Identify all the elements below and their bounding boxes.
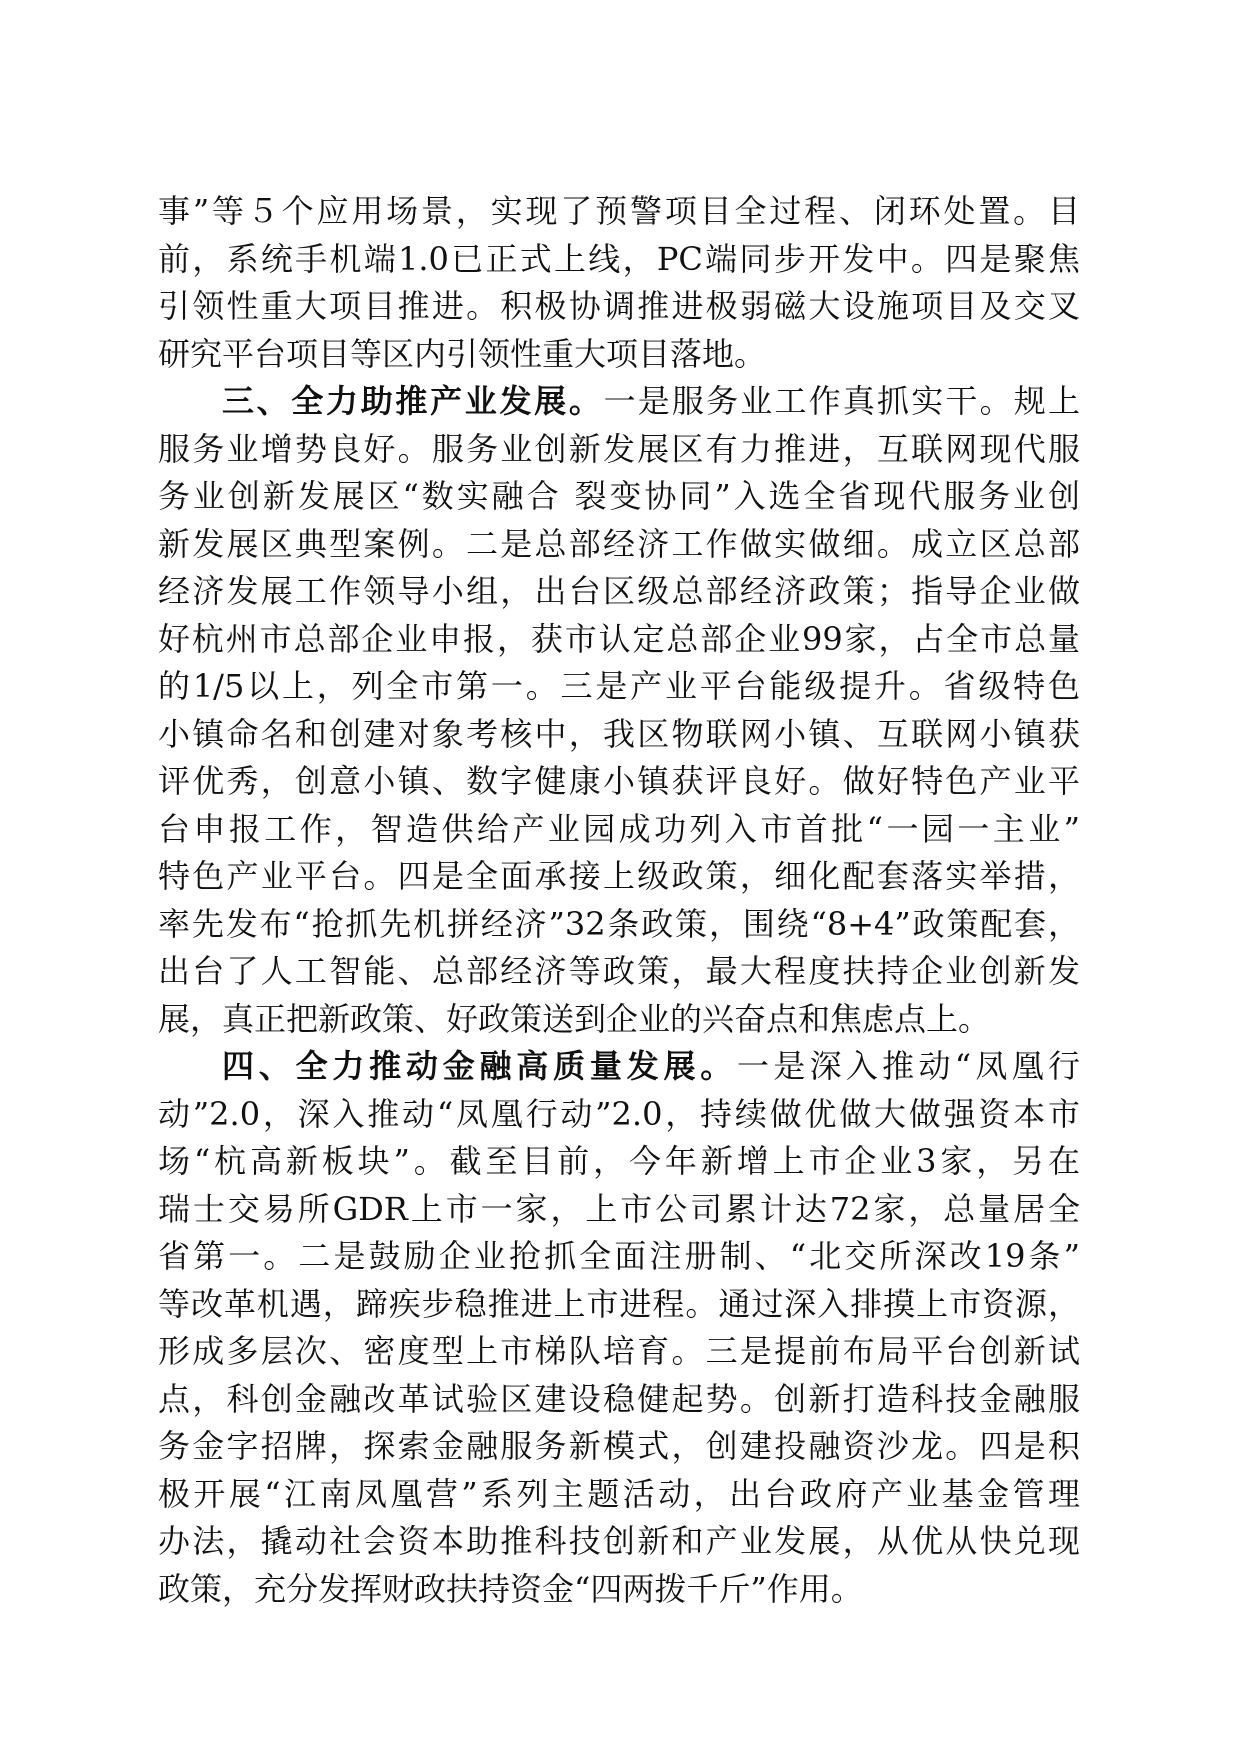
text-line — [158, 1043, 1080, 1091]
text-line: 展，真正把新政策、好政策送到企业的兴奋点和焦虑点上。 — [158, 999, 991, 1038]
text-line: 评优秀，创意小镇、数字健康小镇获评良好。做好特色产业平 — [158, 762, 1080, 800]
text-line: 省第一。二是鼓励企业抢抓全面注册制、“北交所深改19条” — [158, 1237, 1080, 1275]
text-line: 事”等５个应用场景，实现了预警项目全过程、闭环处置。目 — [158, 192, 1080, 230]
text-line: 政策，充分发挥财政扶持资金“四两拨千斤”作用。 — [158, 1569, 863, 1608]
text-line: 务业创新发展区“数实融合 裂变协同”入选全省现代服务业创 — [158, 477, 1080, 515]
text-line: 点，科创金融改革试验区建设稳健起势。创新打造科技金融服 — [158, 1379, 1080, 1418]
text-line: 特色产业平台。四是全面承接上级政策，细化配套落实举措， — [158, 857, 1080, 895]
paragraph-1 — [158, 188, 1080, 378]
heading-line-rest: 一是服务业工作真抓实干。规上 — [603, 382, 1080, 420]
text-line: 出台了人工智能、总部经济等政策，最大程度扶持企业创新发 — [158, 952, 1080, 990]
text-line: 率先发布“抢抓先机拼经济”32条政策，围绕“8+4”政策配套， — [158, 904, 1080, 943]
text-line: 形成多层次、密度型上市梯队培育。三是提前布局平台创新试 — [158, 1332, 1080, 1370]
heading-line-rest: 一是深入推动“凤凰行 — [737, 1047, 1080, 1085]
text-line: 研究平台项目等区内引领性重大项目落地。 — [158, 334, 767, 373]
text-line: 等改革机遇，蹄疾步稳推进上市进程。通过深入排摸上市资源， — [158, 1284, 1080, 1323]
section-heading-3: 三、全力助推产业发展。 — [222, 382, 604, 420]
text-line: 办法，撬动社会资本助推科技创新和产业发展，从优从快兑现 — [158, 1522, 1080, 1560]
document-body — [158, 188, 1080, 1613]
text-line: 前，系统手机端1.0已正式上线，PC端同步开发中。四是聚焦 — [158, 239, 1080, 278]
text-line: 场“杭高新板块”。截至目前，今年新增上市企业3家，另在 — [158, 1142, 1080, 1180]
paragraph-3 — [158, 1043, 1080, 1613]
text-line: 的1/5以上，列全市第一。三是产业平台能级提升。省级特色 — [158, 667, 1080, 705]
text-line: 服务业增势良好。服务业创新发展区有力推进，互联网现代服 — [158, 429, 1080, 468]
text-line: 经济发展工作领导小组，出台区级总部经济政策；指导企业做 — [158, 572, 1080, 610]
text-line: 好杭州市总部企业申报，获市认定总部企业99家，占全市总量 — [158, 619, 1080, 658]
paragraph-2 — [158, 378, 1080, 1043]
text-line: 动”2.0，深入推动“凤凰行动”2.0，持续做优做大做强资本市 — [158, 1094, 1080, 1133]
text-line — [158, 378, 1080, 426]
section-heading-4: 四、全力推动金融高质量发展。 — [222, 1047, 738, 1085]
text-line: 新发展区典型案例。二是总部经济工作做实做细。成立区总部 — [158, 524, 1080, 563]
text-line: 瑞士交易所GDR上市一家，上市公司累计达72家，总量居全 — [158, 1189, 1080, 1228]
text-line: 引领性重大项目推进。积极协调推进极弱磁大设施项目及交叉 — [158, 287, 1080, 325]
text-line: 务金字招牌，探索金融服务新模式，创建投融资沙龙。四是积 — [158, 1427, 1080, 1465]
text-line: 台申报工作，智造供给产业园成功列入市首批“一园一主业” — [158, 809, 1080, 848]
text-line: 极开展“江南凤凰营”系列主题活动，出台政府产业基金管理 — [158, 1474, 1080, 1513]
text-line: 小镇命名和创建对象考核中，我区物联网小镇、互联网小镇获 — [158, 714, 1080, 753]
